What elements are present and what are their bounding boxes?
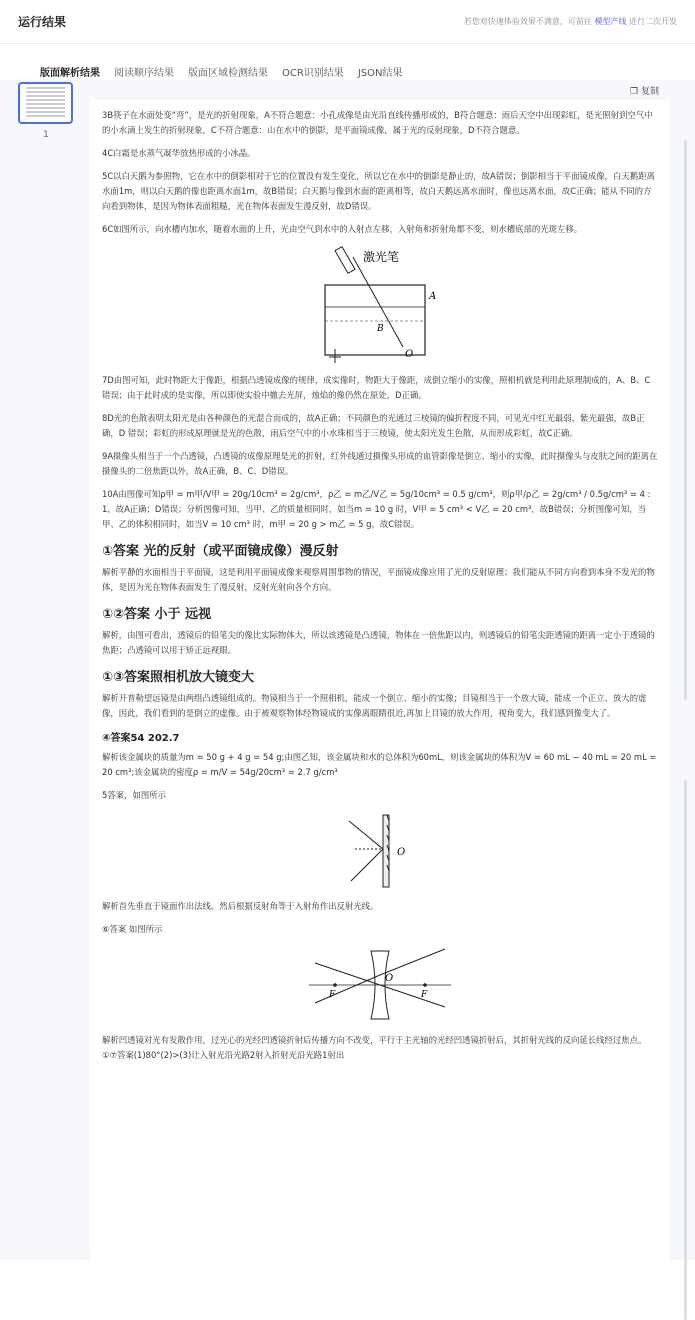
mirror-point-o: O [397, 847, 406, 858]
answer-16-analysis: 解析凹透镜对光有发散作用，过光心的光经凹透镜折射后传播方向不改变，平行于主光轴的光经凹透镜折射后，其折射光线的反向延长线经过焦点。①⑦答案(1)80°(2)>(3)让入射光沿光路2射入折射光沿光路1射出 [102, 1035, 647, 1060]
notice-prefix: 若您对快速体验效果不满意，可前往 [463, 17, 592, 26]
answer-15-analysis: 解析首先垂直于镜面作出法线。然后根据反射角等于入射角作出反射光线。 [102, 901, 379, 911]
answer-13-heading: ①③答案照相机放大镜变大 [102, 670, 255, 685]
answer-14-heading: ④答案54 202.7 [102, 733, 180, 744]
header-notice [464, 16, 677, 27]
point-b-label: B [377, 324, 384, 334]
main-area [0, 80, 695, 1260]
answer-15-label: 5答案，如图所示 [102, 790, 166, 800]
answer-9a: 9A摄像头相当于一个凸透镜，凸透镜的成像原理是光的折射，红外线通过摄像头形成的血管影像是倒立、缩小的实像，此时摄像头与皮肤之间的距离在摄像头的二倍焦距以外，故A正确，B、C、D错误。 [102, 451, 658, 476]
copy-icon: ❐ [630, 87, 639, 97]
page-title: 运行结果 [18, 15, 67, 29]
page-thumbnail[interactable] [18, 82, 73, 124]
tab-layout-detect[interactable]: 版面区域检测结果 [188, 68, 268, 79]
answer-8d: 8D光的色散表明太阳光是由各种颜色的光混合而成的，故A正确；不同颜色的光通过三棱镜的偏折程度不同，可见光中红光最弱，紫光最强，故B正确，D 错误；彩虹的形成原理就是光的色散，雨后空气中的小水珠相当于三棱镜，使太阳光发生色散，从而形成彩虹，故C正确。 [102, 413, 645, 438]
copy-label: 复制 [640, 87, 659, 97]
notice-suffix: 进行二次开发 [629, 17, 677, 26]
answer-4c: 4C白霜是水蒸气凝华放热形成的小冰晶。 [102, 148, 256, 158]
concave-lens-figure [305, 945, 455, 1025]
answer-12-analysis: 解析，由图可看出，透镜后的铅笔尖的像比实际物体大，所以该透镜是凸透镜，物体在一倍焦距以内，则透镜后的铅笔尖距透镜的距离一定小于透镜的焦距；凸透镜可以用于矫正远视眼。 [102, 630, 655, 655]
lens-point-o: O [385, 973, 394, 984]
answer-7d: 7D由图可知，此时物距大于像距，根据凸透镜成像的规律，成实像时，物距大于像距，成倒立缩小的实像，照相机就是利用此原理制成的，A、B、C错误；由于此时成的是实像，所以即使实验中撤去光屏，烛焰的像仍然在原处，D正确。 [102, 375, 651, 400]
point-o-label: O [405, 349, 414, 360]
lens-focus-left: F [329, 990, 336, 1000]
laser-label: 激光笔 [363, 250, 400, 264]
answer-5c: 5C以白天鹅为参照物，它在水中的倒影相对于它的位置没有发生变化，所以它在水中的倒影是静止的，故A错误；倒影相当于平面镜成像，白天鹅距离水面1m，则以白天鹅的像也距离水面1m，故B错误；白天鹅与像到水面的距离相等，故白天鹅远离水面时，像也远离水面，故C正确；能从不同的方向看到物体，是因为物体表面粗糙，光在物体表面发生漫反射，故D错误。 [102, 171, 655, 211]
answer-6c: 6C如图所示，向水槽内加水，随着水面的上升，光由空气到水中的入射点左移，入射角和折射角都不变，则水槽底部的光斑左移。 [102, 224, 583, 234]
answer-14-analysis: 解析该金属块的质量为m = 50 g + 4 g = 54 g;由图乙知，该金属块和水的总体积为60mL，则该金属块的体积为V = 60 mL − 40 mL = 20 mL = 20 cm³;该金属块的密度ρ = m/V = 54g/20cm³ = 2.7 g/cm³ [102, 752, 657, 777]
answer-11-heading: ①答案 光的反射（或平面镜成像）漫反射 [102, 544, 339, 559]
lens-focus-right: F [421, 990, 428, 1000]
pipeline-link[interactable]: 模型产线 [594, 17, 627, 26]
copy-button[interactable] [630, 84, 659, 97]
laser-tank-figure [315, 245, 445, 365]
page-number: 1 [43, 130, 49, 140]
tab-ocr[interactable]: OCR识别结果 [282, 68, 344, 79]
parse-result-content [90, 100, 670, 1260]
header-bar [0, 0, 695, 44]
tab-reading-order[interactable]: 阅读顺序结果 [114, 68, 174, 79]
answer-11-analysis: 解析平静的水面相当于平面镜，这是利用平面镜成像来观察周围事物的情况，平面镜成像应用了光的反射原理；我们能从不同方向看到本身不发光的物体，是因为光在物体表面发生了漫反射，反射光射向各个方向。 [102, 567, 655, 592]
answer-3b: 3B筷子在水面处变“弯”，是光的折射现象，A不符合题意：小孔成像是由光沿直线传播形成的，B符合题意：雨后天空中出现彩虹，是光照射到空气中的小水滴上发生的折射现象，C不符合题意：山在水中的倒影，是平面镜成像，属于光的反射现象，D不符合题意。 [102, 110, 653, 135]
scrollbar-upper[interactable] [684, 140, 687, 700]
answer-10a: 10A由图像可知ρ甲 = m甲/V甲 = 20g/10cm³ = 2g/cm³，ρ乙 = m乙/V乙 = 5g/10cm³ = 0.5 g/cm³，则ρ甲/ρ乙 = 2g/cm³ / 0.5g/cm³ = 4 : 1，故A正确；D错误；分析图像可知，当甲、乙的质量相同时，如当m = 10 g 时，V甲 = 5 cm³ < V乙 = 20 cm³，故B错误；分析图像可知，当甲、乙的体积相同时，如当V = 10 cm³ 时，m甲 = 20 g > m乙 = 5 g，故C错误。 [102, 489, 651, 529]
tab-layout-parse[interactable]: 版面解析结果 [40, 68, 100, 79]
scrollbar-lower[interactable] [684, 780, 687, 1320]
tab-json[interactable]: JSON结果 [357, 68, 403, 79]
mirror-figure [345, 811, 415, 891]
answer-12-heading: ①②答案 小于 远视 [102, 607, 212, 622]
answer-16-label: ⑥答案 如图所示 [102, 924, 163, 934]
answer-13-analysis: 解析开普勒望远镜是由两组凸透镜组成的。物镜相当于一个照相机，能成一个倒立、缩小的实像；目镜相当于一个放大镜，能成一个正立、放大的虚像，因此，我们看到的是倒立的虚像。由于被观察物体经物镜成的实像离眼睛很近,再加上目镜的放大作用，视角变大，我们感到像变大了。 [102, 693, 647, 718]
page-thumbnails [18, 82, 74, 140]
point-a-label: A [429, 291, 437, 302]
